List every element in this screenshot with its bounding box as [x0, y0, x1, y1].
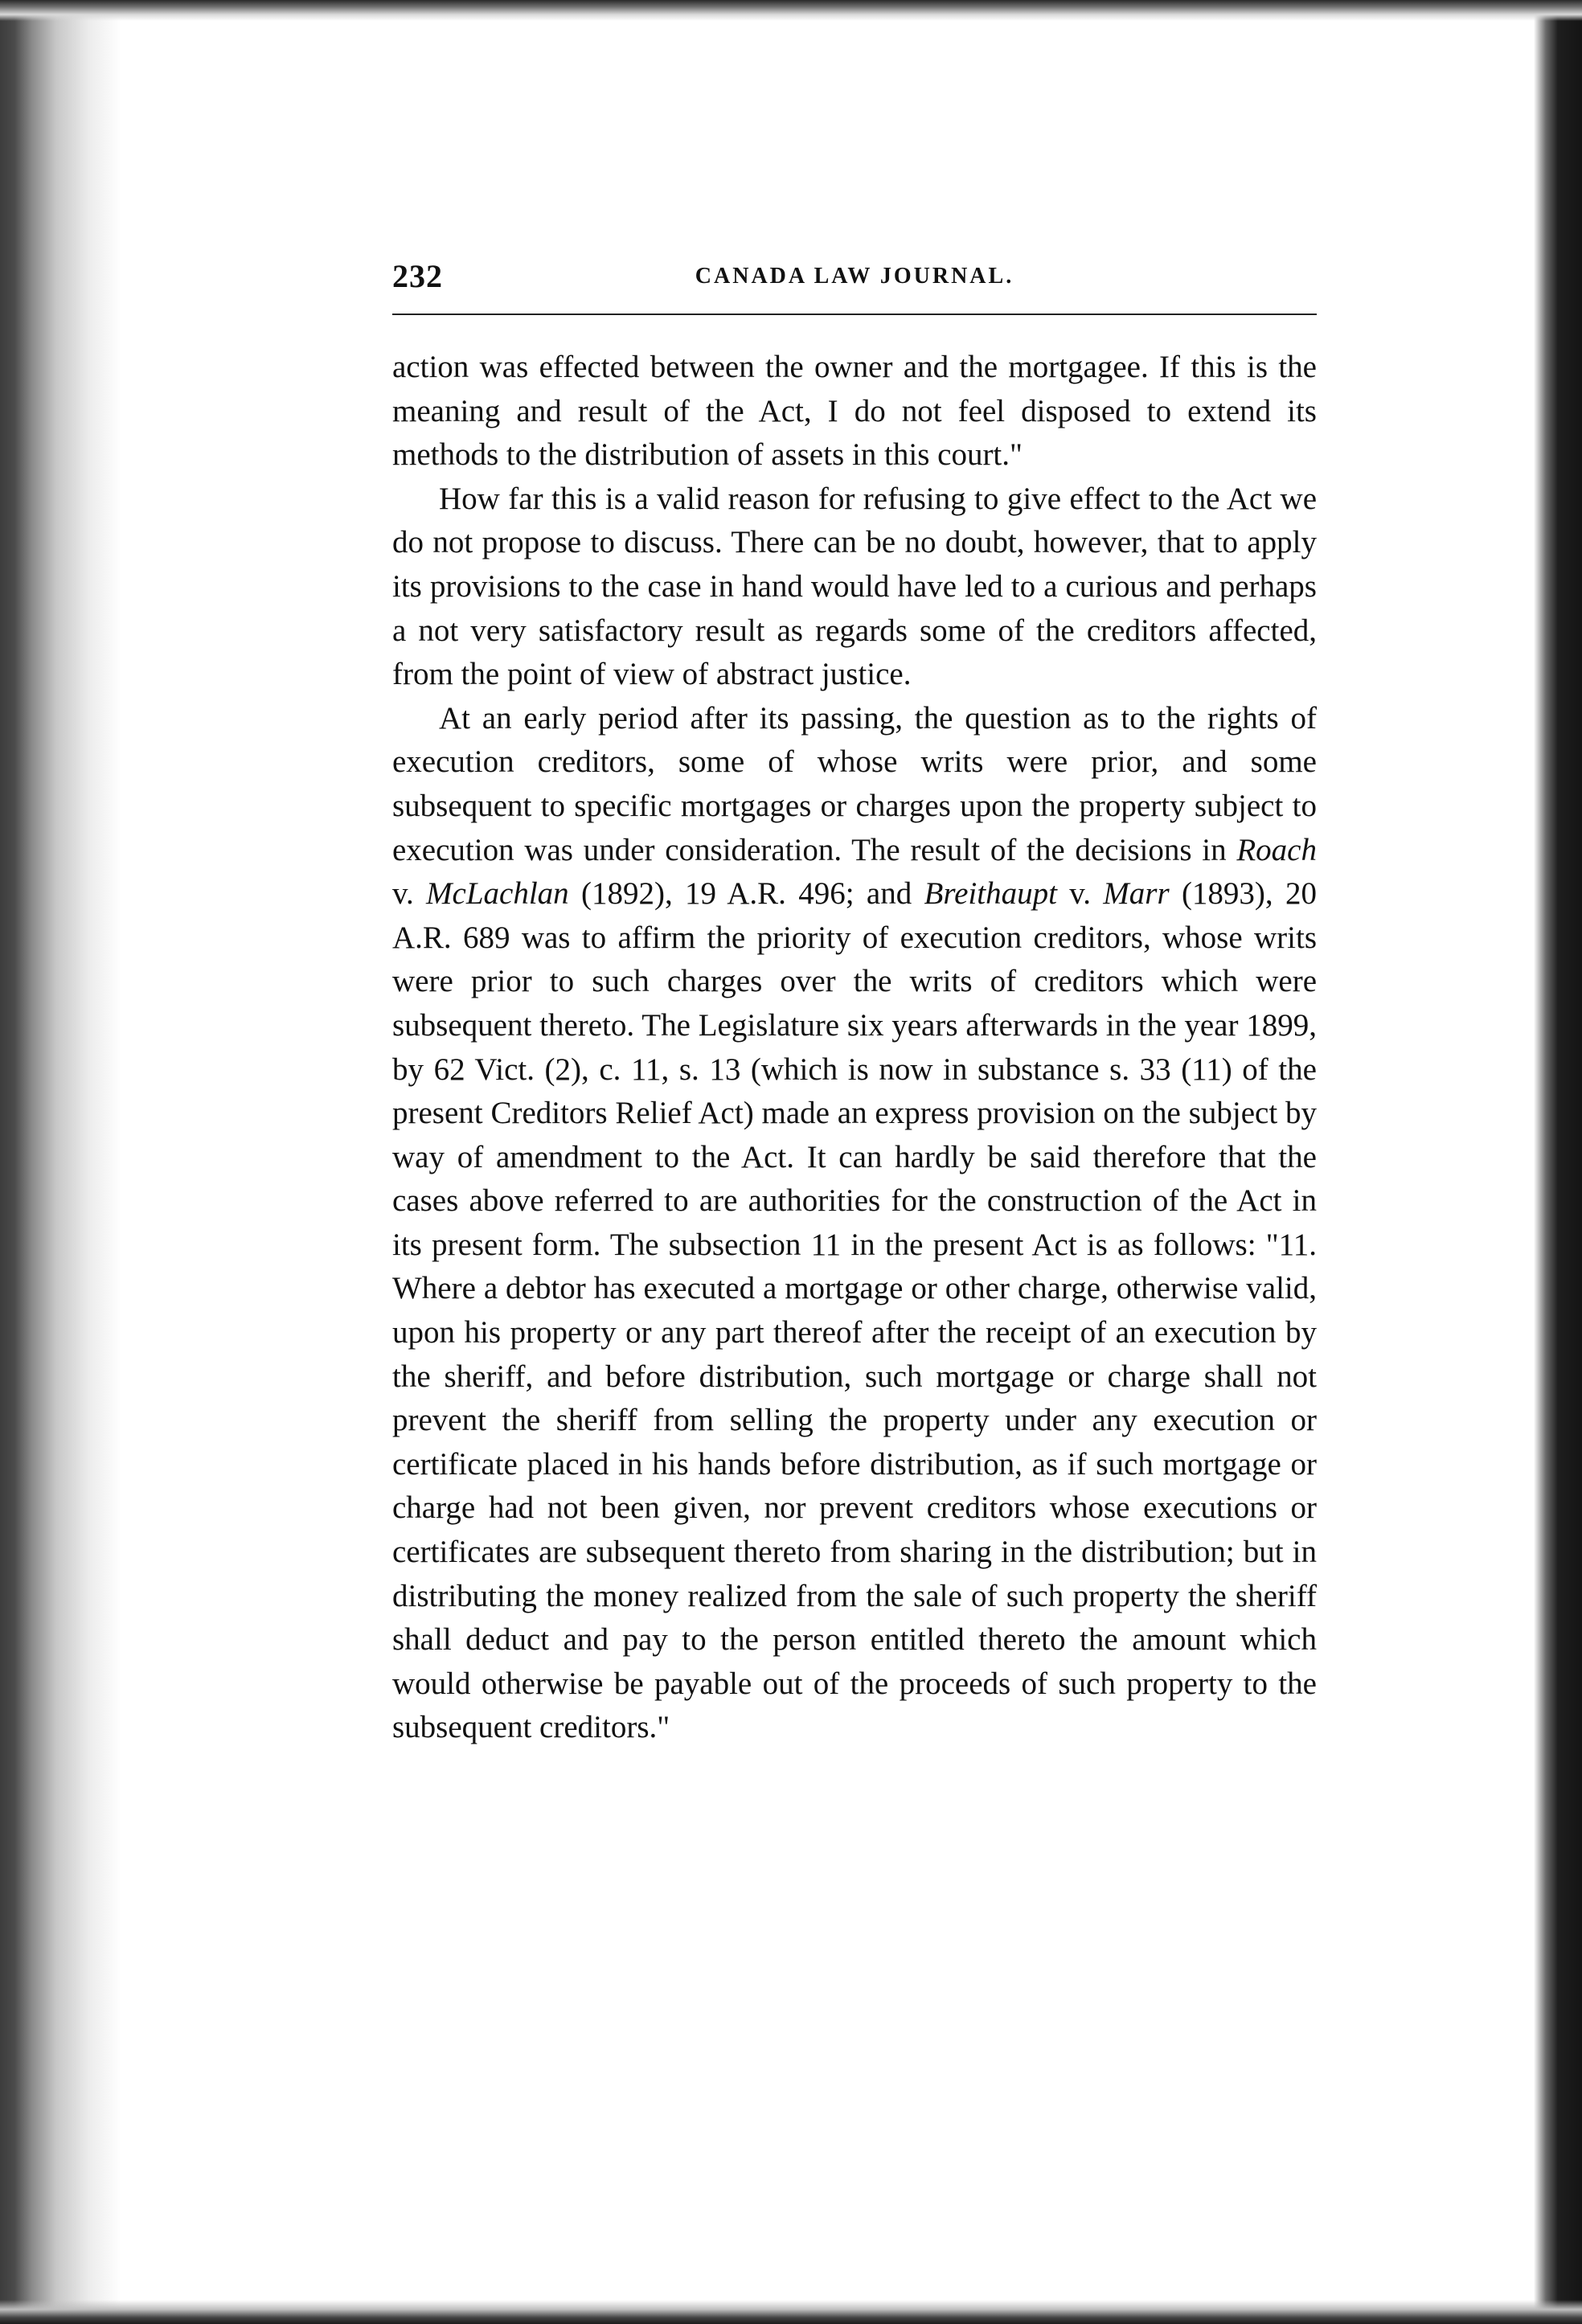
scan-edge-right — [1534, 0, 1582, 2324]
scan-edge-top — [0, 0, 1582, 21]
journal-title: CANADA LAW JOURNAL. — [695, 264, 1014, 289]
paragraph-3-text-a: At an early period after its passing, the question as to the rights of execution creditors, some of whose writs were prior, and some subsequent to specific mortgages or charges upon the property subject to execution was under consideration. The result of the decisions in — [392, 700, 1317, 867]
versus-1: v. — [392, 876, 427, 912]
paragraph-3-text-c: (1893), 20 A.R. 689 was to affirm the priority of execution creditors, whose writs were prior to such charges over the writs of creditors which were subsequent thereto. The Legislature six years afterwards in the year 1899, by 62 Vict. (2), c. 11, s. 13 (which is now in substance s. 33 (11) of the present Creditors Relief Act) made an express provision on the subject by way of amendment to the Act. It can hardly be said therefore that the cases above referred to are authorities for the construction of the Act in its present form. The subsection 11 in the present Act is as follows: "11. Where a debtor has executed a mortgage or other charge, otherwise valid, upon his property or any part thereof after the receipt of an execution by the sheriff, and before distribution, such mortgage or charge shall not prevent the sheriff from selling the property under any execution or certificate placed in his hands before distribution, as if such mortgage or charge had not been given, nor prevent creditors whose executions or certificates are subsequent thereto from sharing in the distribution; but in distributing the money realized from the sale of such property the sheriff shall deduct and pay to the person entitled thereto the amount which would otherwise be payable out of the proceeds of such property to the subsequent creditors." — [392, 876, 1317, 1745]
scan-edge-bottom — [0, 2300, 1582, 2324]
running-head — [392, 257, 1317, 305]
versus-2: v. — [1056, 876, 1104, 912]
case-citation-mclachlan: McLachlan — [426, 876, 569, 912]
case-citation-breithaupt: Breithaupt — [924, 876, 1057, 912]
paragraph-1: action was effected between the owner and the mortgagee. If this is the meaning and result of the Act, I do not feel disposed to extend its methods to the distribution of assets in this court." — [392, 350, 1317, 473]
paragraph-2: How far this is a valid reason for refusing to give effect to the Act we do not propose to discuss. There can be no doubt, however, that to apply its provisions to the case in hand would have led to a curious and perhaps a not very satisfactory result as regards some of the creditors affected, from the point of view of abstract justice. — [392, 481, 1317, 692]
article-body — [392, 346, 1317, 1750]
paragraph-3-text-b: (1892), 19 A.R. 496; and — [568, 876, 924, 912]
paragraph-3 — [392, 697, 1317, 1750]
scan-edge-left — [0, 0, 121, 2324]
case-citation-roach: Roach — [1236, 832, 1317, 867]
header-rule — [392, 314, 1317, 315]
page-number: 232 — [392, 258, 443, 294]
case-citation-marr: Marr — [1103, 876, 1170, 912]
